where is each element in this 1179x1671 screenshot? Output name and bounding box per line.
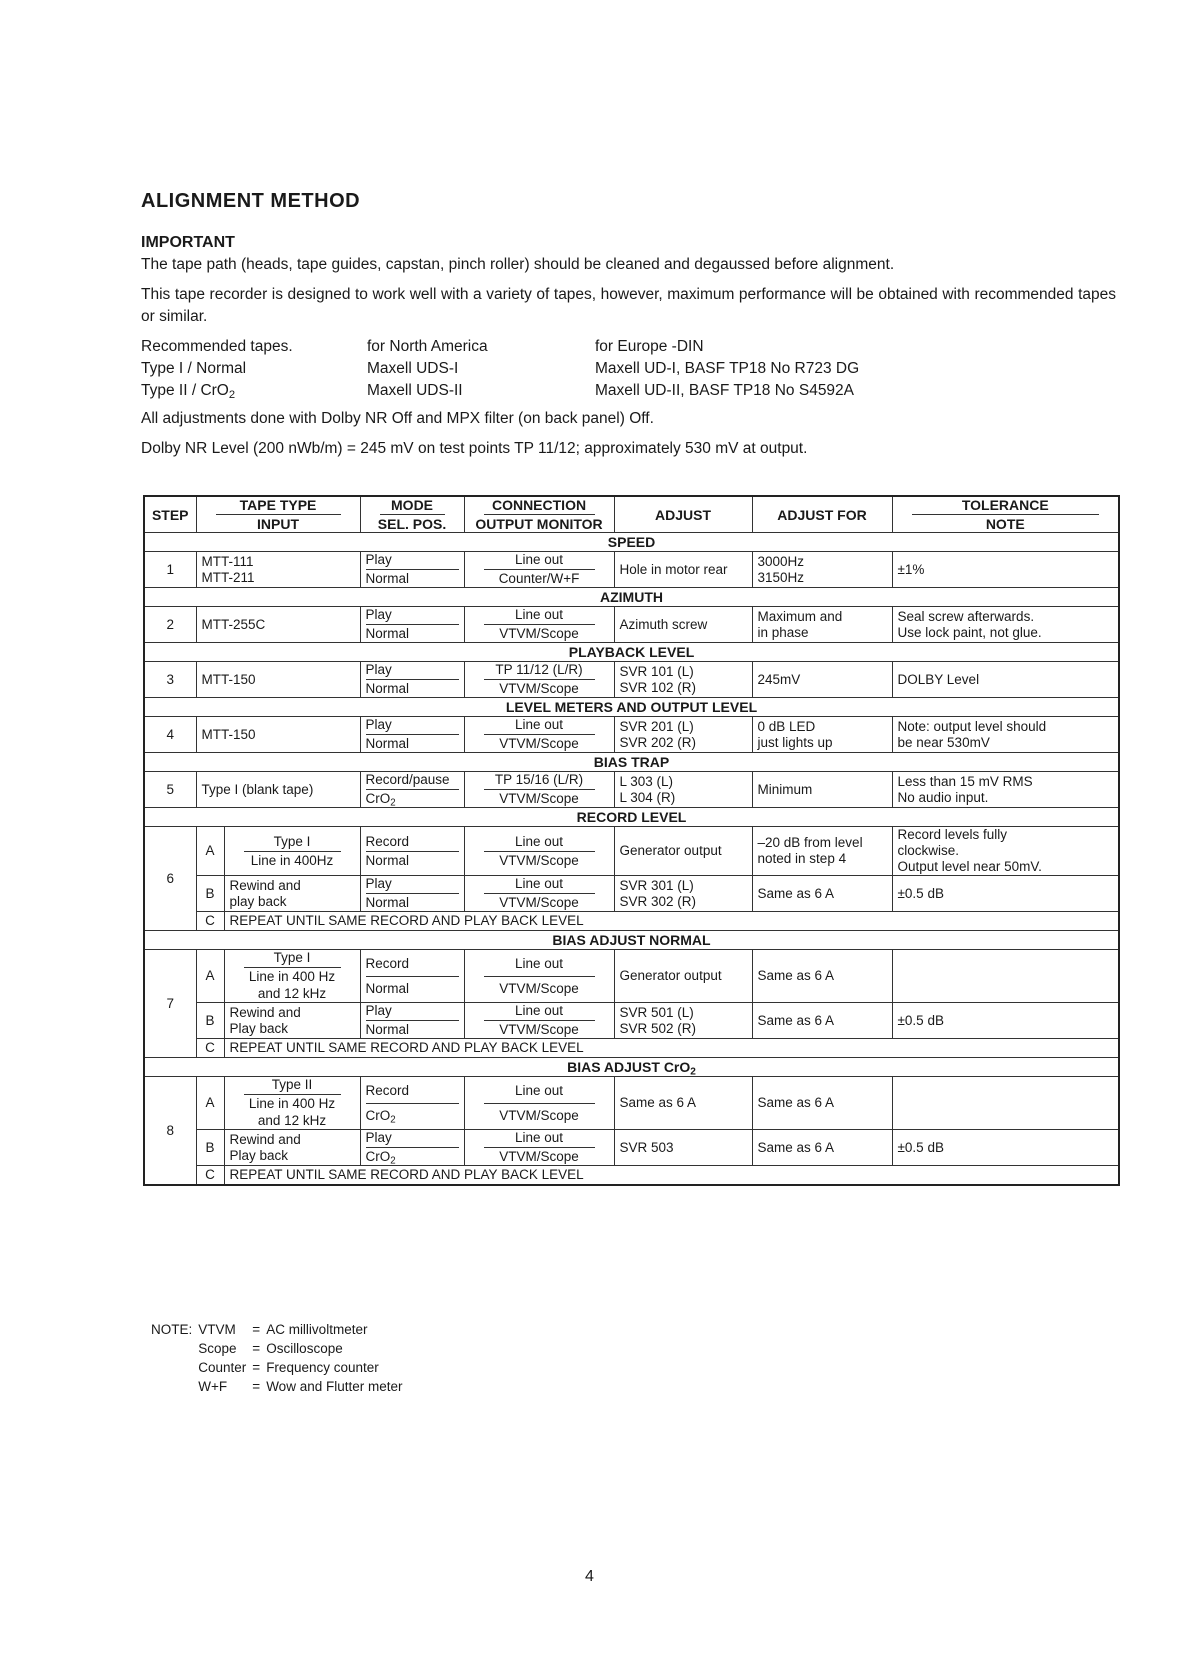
recommended-tapes-grid: [141, 336, 1116, 402]
table-cell: Line out VTVM/Scope: [464, 607, 614, 643]
section-speed: [144, 533, 1119, 552]
rec-type1-na: Maxell UDS-I: [367, 360, 459, 377]
table-cell: C: [196, 912, 224, 931]
table-cell: REPEAT UNTIL SAME RECORD AND PLAY BACK LEVEL: [224, 1039, 1119, 1058]
table-cell: Same as 6 A: [752, 1003, 892, 1039]
table-cell: Hole in motor rear: [614, 552, 752, 588]
empty-cell: [892, 1077, 1119, 1130]
table-cell: Line out VTVM/Scope: [464, 1077, 614, 1130]
table-cell: ±0.5 dB: [892, 1130, 1119, 1166]
table-cell: ±0.5 dB: [892, 1003, 1119, 1039]
table-cell: SVR 101 (L) SVR 102 (R): [614, 662, 752, 698]
table-row: [144, 1003, 1119, 1039]
table-cell: Rewind and play back: [224, 876, 360, 912]
table-cell: LEVEL METERS AND OUTPUT LEVEL: [144, 698, 1119, 717]
hdr-mode: MODE SEL. POS.: [360, 496, 464, 533]
table-cell: A: [196, 1077, 224, 1130]
table-cell: Line out VTVM/Scope: [464, 827, 614, 876]
adjustment-note: All adjustments done with Dolby NR Off and MPX filter (on back panel) Off.: [141, 410, 654, 427]
table-cell: L 303 (L) L 304 (R): [614, 772, 752, 808]
table-cell: 7: [144, 950, 196, 1058]
rec-type2-na: Maxell UDS-II: [367, 382, 463, 399]
table-cell: TP 15/16 (L/R) VTVM/Scope: [464, 772, 614, 808]
note-cell: =: [252, 1322, 261, 1337]
table-row: [144, 1039, 1119, 1058]
table-cell: DOLBY Level: [892, 662, 1119, 698]
table-cell: Play Normal: [360, 607, 464, 643]
note-cell: [151, 1377, 198, 1396]
table-cell: Same as 6 A: [752, 1130, 892, 1166]
cleaning-paragraph: The tape path (heads, tape guides, capstan, pinch roller) should be cleaned and degaussed before alignment.: [141, 256, 895, 273]
table-cell: Play Normal: [360, 1003, 464, 1039]
table-cell: BIAS ADJUST CrO$_2$: [144, 1058, 1119, 1077]
intro-section: [141, 232, 1116, 468]
table-cell: REPEAT UNTIL SAME RECORD AND PLAY BACK LEVEL: [224, 912, 1119, 931]
table-cell: Type I Line in 400Hz: [224, 827, 360, 876]
section-level-meters: [144, 698, 1119, 717]
table-cell: Record CrO$_2$: [360, 1077, 464, 1130]
hdr-adjust-for: ADJUST FOR: [752, 496, 892, 533]
table-cell: Azimuth screw: [614, 607, 752, 643]
hdr-step: STEP: [144, 496, 196, 533]
table-cell: 5: [144, 772, 196, 808]
table-cell: Same as 6 A: [752, 1077, 892, 1130]
rec-type2: Type II / CrO$_2$: [141, 382, 236, 401]
table-row: [144, 1077, 1119, 1130]
table-cell: Line out VTVM/Scope: [464, 950, 614, 1003]
note-cell: Frequency counter: [266, 1360, 379, 1375]
note-cell: =: [252, 1379, 261, 1394]
note-row: [151, 1320, 409, 1339]
table-cell: MTT-150: [196, 662, 360, 698]
table-cell: SVR 501 (L) SVR 502 (R): [614, 1003, 752, 1039]
table-cell: Generator output: [614, 827, 752, 876]
section-bias-cro2: [144, 1058, 1119, 1077]
table-cell: Line out Counter/W+F: [464, 552, 614, 588]
important-heading: IMPORTANT: [141, 234, 235, 251]
table-cell: Rewind and Play back: [224, 1003, 360, 1039]
table-cell: Record Normal: [360, 827, 464, 876]
dolby-note: Dolby NR Level (200 nWb/m) = 245 mV on test points TP 11/12; approximately 530 mV at output.: [141, 440, 808, 457]
section-playback-level: [144, 643, 1119, 662]
rec-label: Recommended tapes.: [141, 338, 293, 355]
empty-cell: [892, 950, 1119, 1003]
table-cell: TP 11/12 (L/R) VTVM/Scope: [464, 662, 614, 698]
table-cell: SVR 301 (L) SVR 302 (R): [614, 876, 752, 912]
section-bias-normal: [144, 931, 1119, 950]
tapes-paragraph: This tape recorder is designed to work well with a variety of tapes, however, maximum performance will be obtained with recommended tapes or similar.: [141, 286, 1116, 325]
table-cell: Same as 6 A: [614, 1077, 752, 1130]
table-row: [144, 607, 1119, 643]
table-cell: Type II Line in 400 Hz and 12 kHz: [224, 1077, 360, 1130]
abbreviation-notes: [151, 1320, 409, 1396]
table-row: [144, 717, 1119, 753]
table-row: [144, 662, 1119, 698]
table-cell: Type I (blank tape): [196, 772, 360, 808]
section-bias-trap: [144, 753, 1119, 772]
table-cell: MTT-255C: [196, 607, 360, 643]
note-cell: Wow and Flutter meter: [266, 1379, 403, 1394]
table-cell: B: [196, 1003, 224, 1039]
note-cell: VTVM: [198, 1322, 236, 1337]
table-header: [144, 496, 1119, 533]
table-cell: Same as 6 A: [752, 876, 892, 912]
alignment-table: [143, 495, 1120, 1186]
note-cell: =: [252, 1341, 261, 1356]
table-row: [144, 827, 1119, 876]
table-cell: 8: [144, 1077, 196, 1186]
table-cell: Note: output level should be near 530mV: [892, 717, 1119, 753]
table-cell: Same as 6 A: [752, 950, 892, 1003]
table-cell: BIAS TRAP: [144, 753, 1119, 772]
table-cell: BIAS ADJUST NORMAL: [144, 931, 1119, 950]
section-azimuth: [144, 588, 1119, 607]
note-cell: =: [252, 1360, 261, 1375]
hdr-connection: CONNECTION OUTPUT MONITOR: [464, 496, 614, 533]
table-cell: Rewind and Play back: [224, 1130, 360, 1166]
table-cell: SVR 201 (L) SVR 202 (R): [614, 717, 752, 753]
table-cell: C: [196, 1039, 224, 1058]
table-cell: Play Normal: [360, 717, 464, 753]
hdr-tolerance: TOLERANCE NOTE: [892, 496, 1119, 533]
table-cell: B: [196, 1130, 224, 1166]
table-row: [144, 552, 1119, 588]
table-cell: MTT-111 MTT-211: [196, 552, 360, 588]
rec-type2-eu: Maxell UD-II, BASF TP18 No S4592A: [595, 382, 855, 399]
note-cell: W+F: [198, 1379, 228, 1394]
table-cell: A: [196, 950, 224, 1003]
note-row: [151, 1377, 409, 1396]
rec-na-header: for North America: [367, 338, 488, 355]
table-cell: PLAYBACK LEVEL: [144, 643, 1119, 662]
rec-type1-eu: Maxell UD-I, BASF TP18 No R723 DG: [595, 360, 860, 377]
note-cell: Scope: [198, 1341, 237, 1356]
table-cell: Line out VTVM/Scope: [464, 1003, 614, 1039]
table-row: [144, 772, 1119, 808]
hdr-adjust: ADJUST: [614, 496, 752, 533]
table-row: [144, 1166, 1119, 1186]
note-cell: [151, 1358, 198, 1377]
table-cell: Record levels fully clockwise. Output level near 50mV.: [892, 827, 1119, 876]
table-cell: Play CrO$_2$: [360, 1130, 464, 1166]
note-cell: [151, 1339, 198, 1358]
table-cell: Less than 15 mV RMS No audio input.: [892, 772, 1119, 808]
table-cell: Play Normal: [360, 552, 464, 588]
table-cell: ±1%: [892, 552, 1119, 588]
table-cell: 245mV: [752, 662, 892, 698]
table-cell: C: [196, 1166, 224, 1186]
table-cell: Generator output: [614, 950, 752, 1003]
note-cell: Oscilloscope: [266, 1341, 343, 1356]
table-row: [144, 950, 1119, 1003]
table-cell: Play Normal: [360, 662, 464, 698]
table-cell: Line out VTVM/Scope: [464, 1130, 614, 1166]
page-title: ALIGNMENT METHOD: [141, 190, 361, 212]
table-cell: –20 dB from level noted in step 4: [752, 827, 892, 876]
page-number: 4: [585, 1568, 594, 1585]
section-record-level: [144, 808, 1119, 827]
table-cell: Maximum and in phase: [752, 607, 892, 643]
table-cell: Seal screw afterwards. Use lock paint, not glue.: [892, 607, 1119, 643]
note-cell: Counter: [198, 1360, 247, 1375]
table-cell: Type I Line in 400 Hz and 12 kHz: [224, 950, 360, 1003]
table-cell: REPEAT UNTIL SAME RECORD AND PLAY BACK LEVEL: [224, 1166, 1119, 1186]
note-cell: AC millivoltmeter: [266, 1322, 368, 1337]
rec-eu-header: for Europe -DIN: [595, 338, 704, 355]
table-cell: Minimum: [752, 772, 892, 808]
table-cell: A: [196, 827, 224, 876]
table-cell: Play Normal: [360, 876, 464, 912]
table-cell: 2: [144, 607, 196, 643]
table-cell: 4: [144, 717, 196, 753]
table-cell: Record Normal: [360, 950, 464, 1003]
table-cell: B: [196, 876, 224, 912]
table-cell: 0 dB LED just lights up: [752, 717, 892, 753]
table-cell: Line out VTVM/Scope: [464, 717, 614, 753]
table-cell: MTT-150: [196, 717, 360, 753]
hdr-tape-type: TAPE TYPE INPUT: [196, 496, 360, 533]
table-cell: Line out VTVM/Scope: [464, 876, 614, 912]
table-row: [144, 912, 1119, 931]
table-row: [144, 876, 1119, 912]
table-cell: 3000Hz 3150Hz: [752, 552, 892, 588]
table-row: [144, 1130, 1119, 1166]
table-cell: AZIMUTH: [144, 588, 1119, 607]
table-cell: RECORD LEVEL: [144, 808, 1119, 827]
table-cell: SPEED: [144, 533, 1119, 552]
rec-type1: Type I / Normal: [141, 360, 247, 377]
table-cell: 3: [144, 662, 196, 698]
table-cell: 1: [144, 552, 196, 588]
table-cell: 6: [144, 827, 196, 931]
table-cell: SVR 503: [614, 1130, 752, 1166]
note-label: NOTE:: [151, 1322, 193, 1337]
table-cell: Record/pause CrO$_2$: [360, 772, 464, 808]
note-row: [151, 1358, 409, 1377]
note-row: [151, 1339, 409, 1358]
table-cell: ±0.5 dB: [892, 876, 1119, 912]
